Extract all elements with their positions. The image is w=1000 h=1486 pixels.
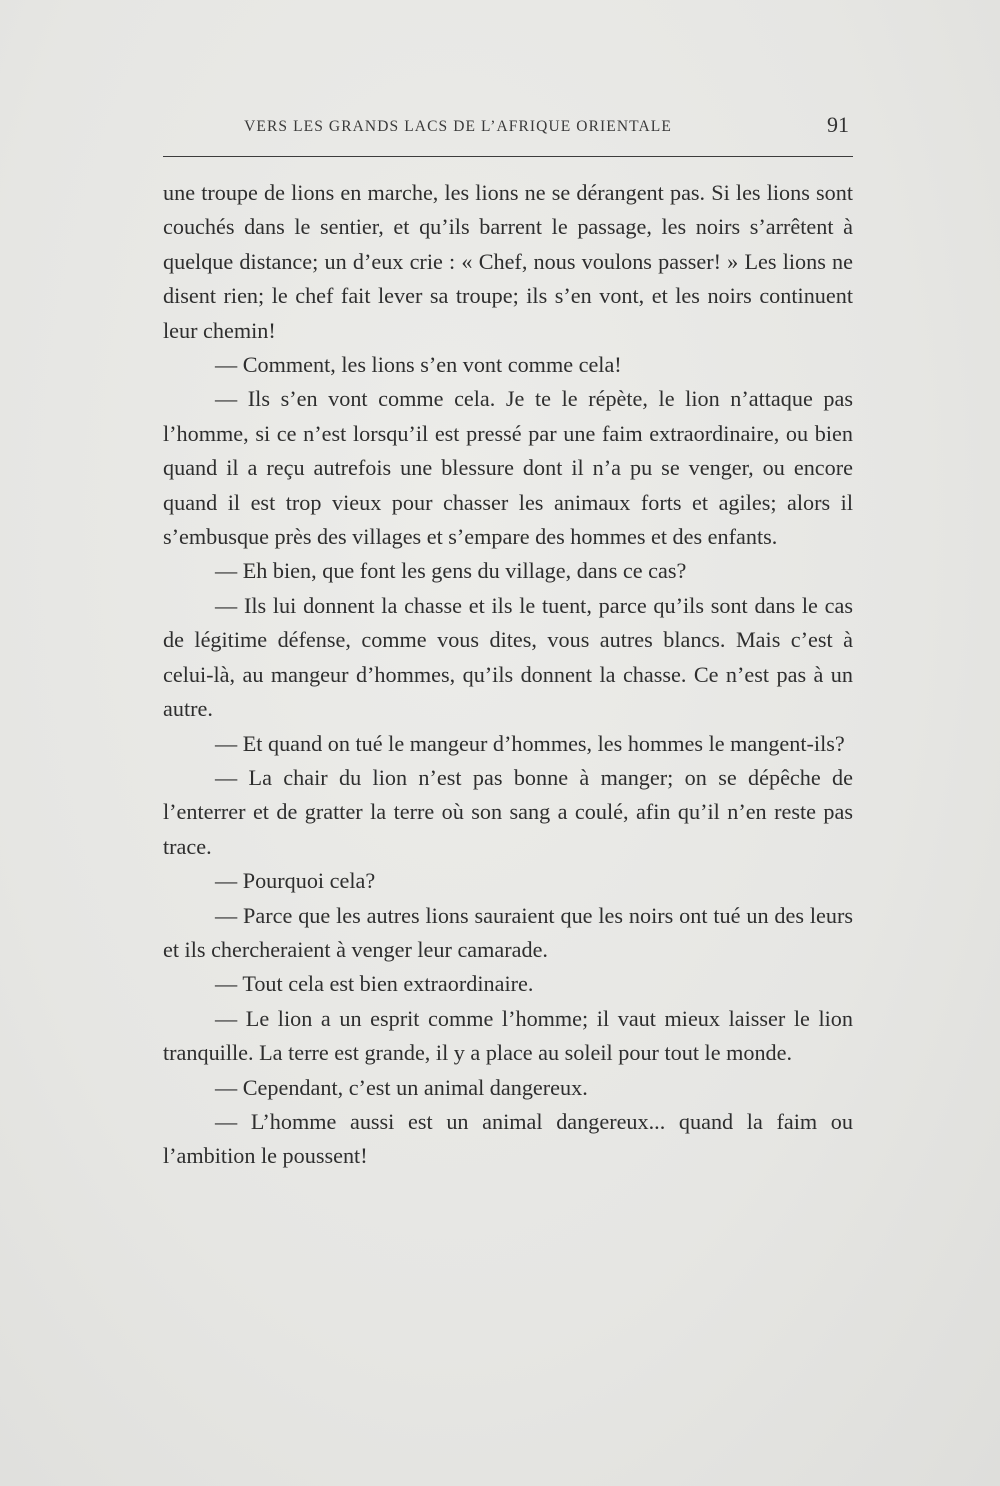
paragraph: une troupe de lions en marche, les lions ne se dérangent pas. Si les lions sont couchés dans le sentier, et qu’ils barrent le passage, les noirs s’arrêtent à quelque distance; un d’eux crie : « Chef, nous voulons passer! » Les lions ne disent rien; le chef fait lever sa troupe; ils s’en vont, et les noirs continuent leur chemin!: [163, 180, 853, 343]
running-title: VERS LES GRANDS LACS DE L’AFRIQUE ORIENTALE: [244, 118, 672, 135]
dialogue-paragraph: — Ils s’en vont comme cela. Je te le répète, le lion n’attaque pas l’homme, si ce n’est lorsqu’il est pressé par une faim extraordinaire, ou bien quand il a reçu autrefois une blessure dont il n’a pu se venger, ou encore quand il est trop vieux pour chasser les animaux forts et agiles; alors il s’embusque près des villages et s’empare des hommes et des enfants.: [163, 386, 853, 550]
dialogue-paragraph: — Tout cela est bien extraordinaire.: [215, 971, 534, 997]
dialogue-paragraph: — Le lion a un esprit comme l’homme; il vaut mieux laisser le lion tranquille. La terre est grande, il y a place au soleil pour tout le monde.: [163, 1005, 853, 1066]
dialogue-paragraph: — La chair du lion n’est pas bonne à manger; on se dépêche de l’enterrer et de gratter la terre où son sang a coulé, afin qu’il n’en reste pas trace.: [163, 764, 853, 859]
dialogue-paragraph: — Ils lui donnent la chasse et ils le tuent, parce qu’ils sont dans le cas de légitime défense, comme vous dites, vous autres blancs. Mais c’est à celui-là, au mangeur d’hommes, qu’ils donnent la chasse. Ce n’est pas à un autre.: [163, 592, 853, 722]
dialogue-paragraph: — Parce que les autres lions sauraient que les noirs ont tué un des leurs et ils chercheraient à venger leur camarade.: [163, 902, 853, 962]
body-text: [163, 176, 853, 1174]
page-number: 91: [827, 112, 849, 137]
dialogue-paragraph: — Pourquoi cela?: [215, 868, 376, 894]
header-rule: [163, 156, 853, 157]
dialogue-paragraph: — Eh bien, que font les gens du village, dans ce cas?: [215, 558, 687, 584]
dialogue-paragraph: — Cependant, c’est un animal dangereux.: [215, 1074, 588, 1100]
dialogue-paragraph: — Comment, les lions s’en vont comme cela!: [215, 352, 622, 378]
dialogue-paragraph: — L’homme aussi est un animal dangereux... quand la faim ou l’ambition le poussent!: [163, 1108, 853, 1169]
dialogue-paragraph: — Et quand on tué le mangeur d’hommes, les hommes le mangent-ils?: [215, 730, 845, 756]
running-header: [163, 112, 853, 142]
